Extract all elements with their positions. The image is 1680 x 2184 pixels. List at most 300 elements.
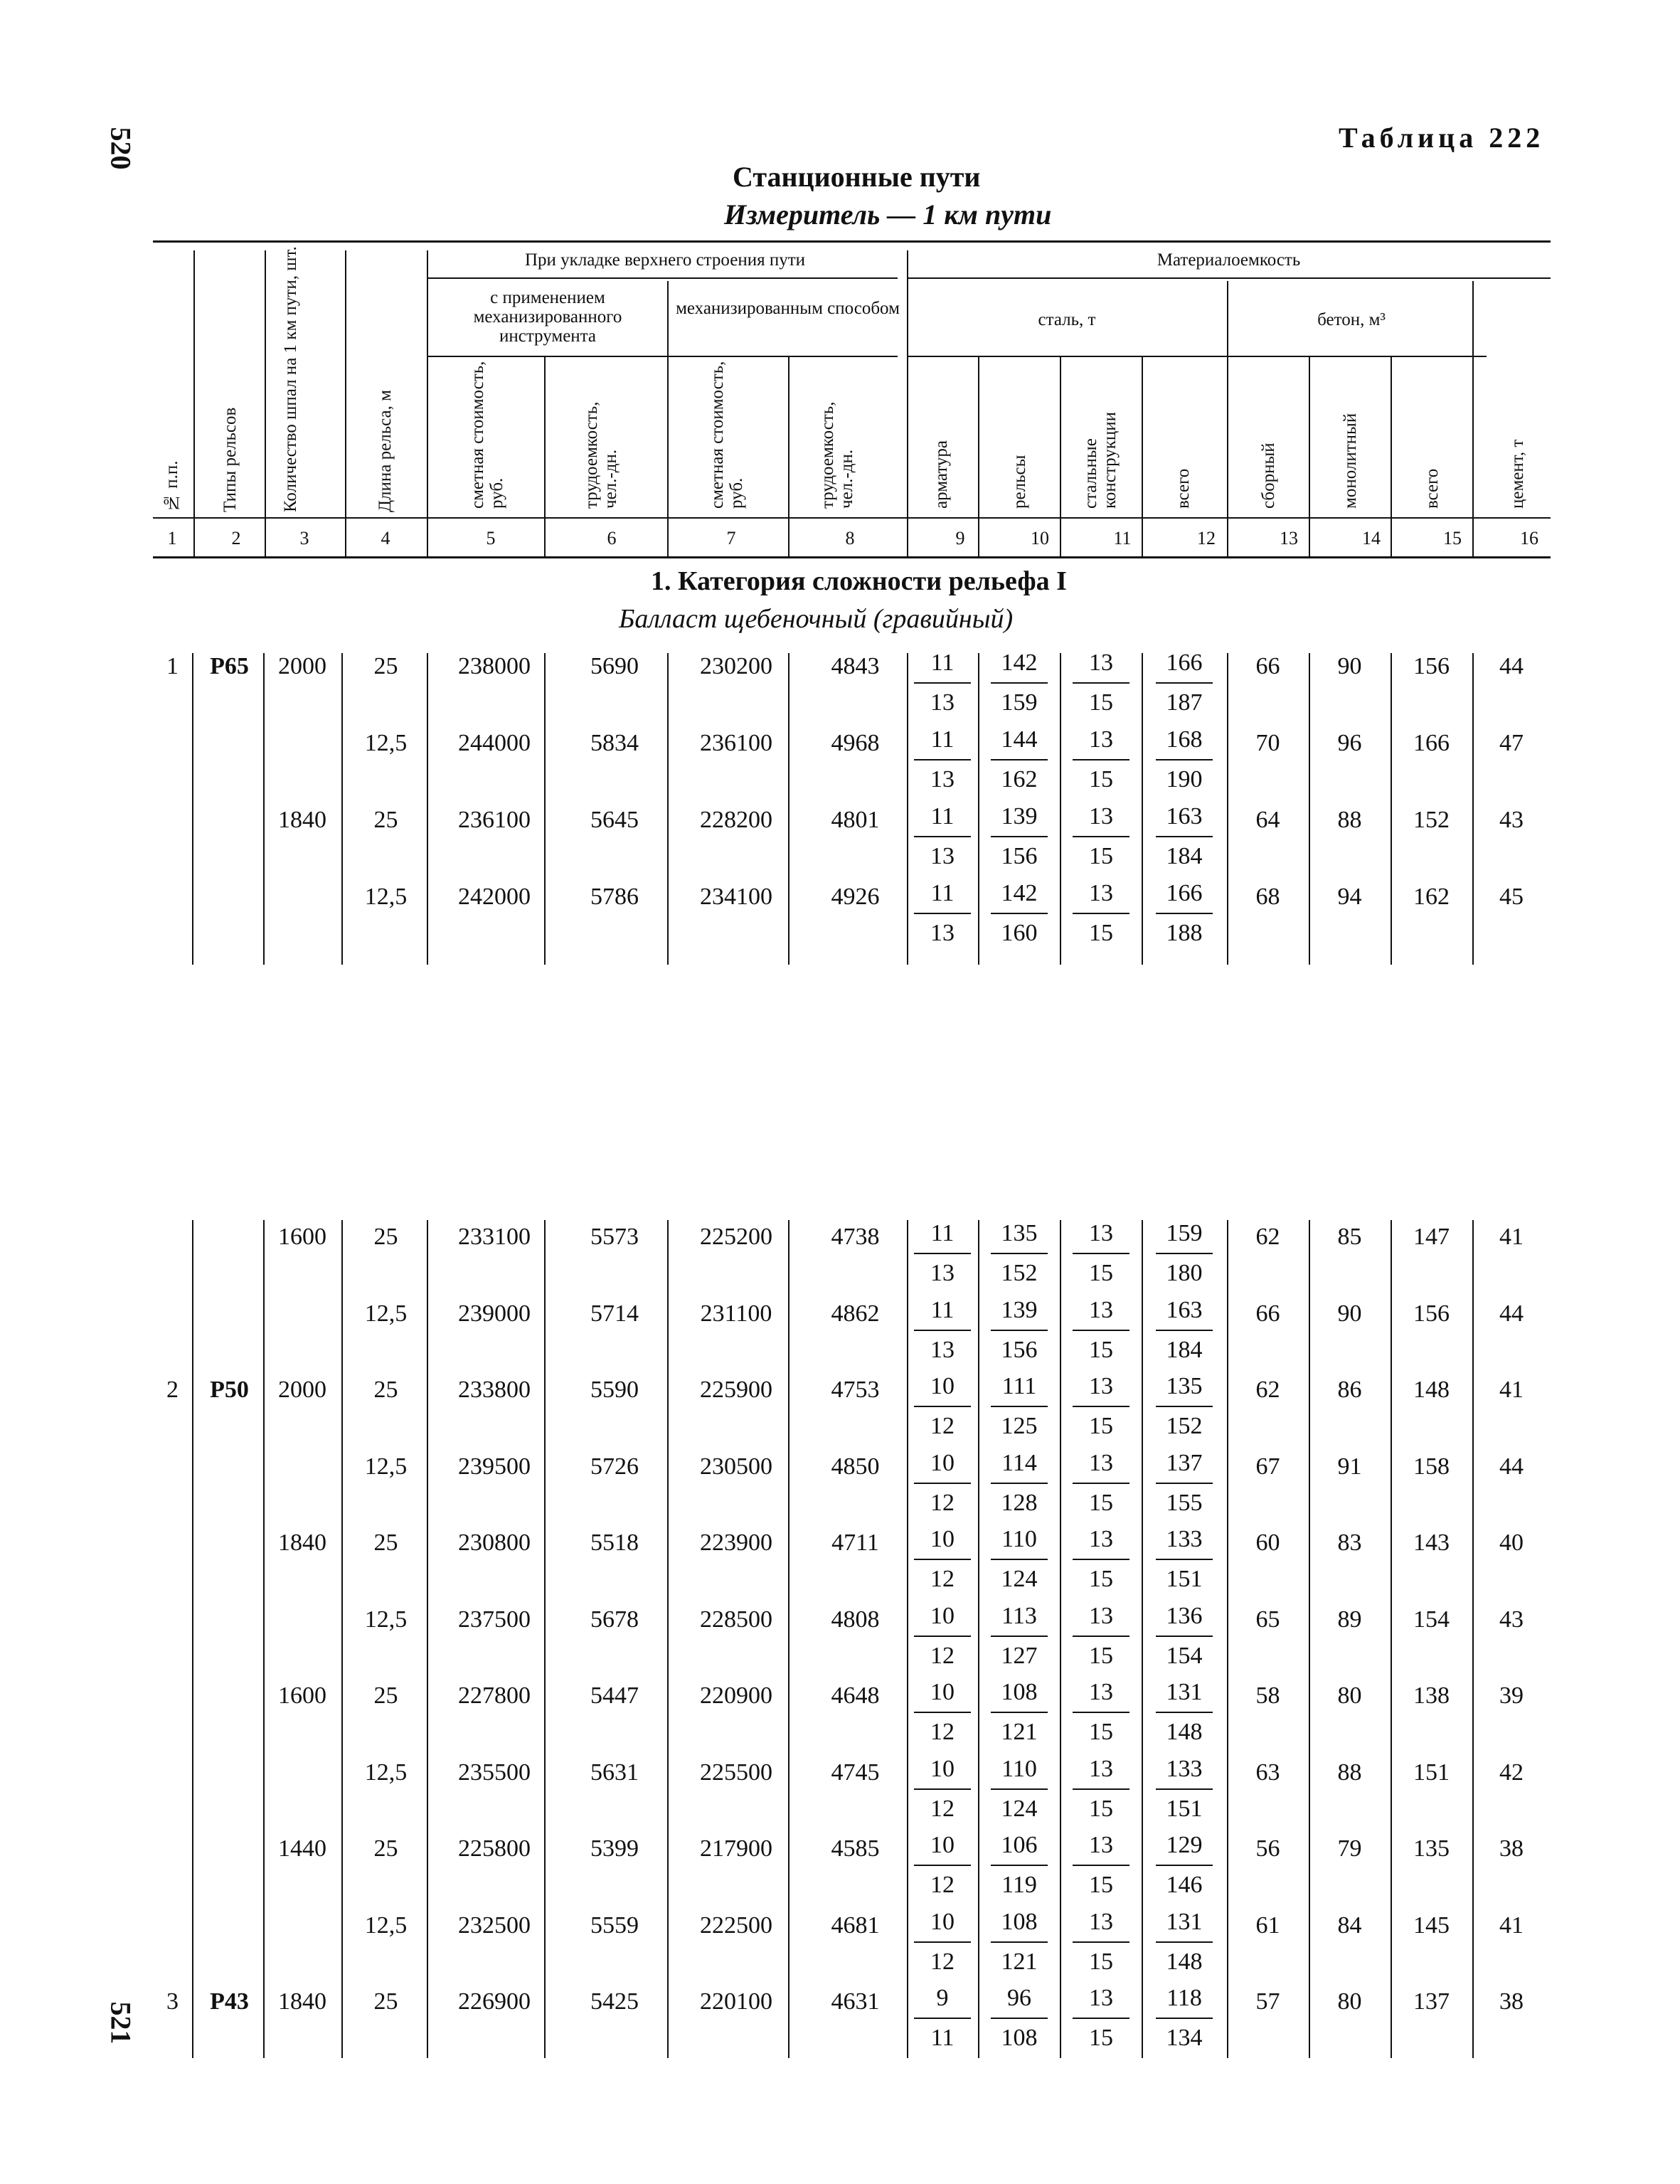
fraction-a12 [1156, 726, 1213, 793]
fraction-numerator: 10 [914, 1756, 971, 1790]
fraction-a11 [1073, 1985, 1129, 2052]
fraction-denominator: 162 [1001, 766, 1038, 793]
fraction-a11 [1073, 1679, 1129, 1746]
fraction-denominator: 15 [1089, 920, 1113, 946]
fraction-a10 [991, 726, 1048, 793]
fraction-a12 [1156, 1832, 1213, 1899]
fraction-denominator: 156 [1001, 1336, 1038, 1363]
fraction-numerator: 13 [1073, 650, 1129, 684]
fraction-denominator: 124 [1001, 1566, 1038, 1592]
cell-n: 2 [166, 1377, 179, 1403]
cell-sl: 1600 [278, 1224, 326, 1250]
fraction-a10 [991, 1679, 1048, 1746]
fraction-numerator: 113 [991, 1603, 1048, 1637]
header-armature: арматура [932, 440, 951, 509]
fraction-denominator: 127 [1001, 1642, 1038, 1669]
fraction-denominator: 13 [930, 1260, 955, 1286]
fraction-denominator: 12 [930, 1489, 955, 1516]
cell-c13: 66 [1255, 653, 1280, 679]
fraction-a11 [1073, 1603, 1129, 1670]
fraction-a10 [991, 803, 1048, 870]
fraction-a9 [914, 1526, 971, 1593]
col-number: 7 [726, 528, 736, 548]
cell-c7: 223900 [700, 1530, 772, 1556]
fraction-denominator: 187 [1166, 689, 1203, 716]
page-number-top: 520 [105, 127, 137, 170]
fraction-denominator: 15 [1089, 689, 1113, 716]
fraction-numerator: 96 [991, 1985, 1048, 2019]
cell-len: 12,5 [364, 884, 408, 910]
header-mech-tools: с применением механизированного инструмента [473, 288, 622, 346]
cell-c16: 38 [1499, 1835, 1524, 1862]
cell-c16: 44 [1499, 1300, 1524, 1327]
fraction-numerator: 168 [1156, 726, 1213, 760]
fraction-numerator: 13 [1073, 1832, 1129, 1866]
cell-c5: 225800 [458, 1835, 531, 1862]
fraction-a12 [1156, 1450, 1213, 1517]
cell-c16: 39 [1499, 1682, 1524, 1709]
cell-len: 25 [373, 1377, 398, 1403]
cell-c6: 5690 [590, 653, 639, 679]
fraction-a9 [914, 1832, 971, 1899]
fraction-numerator: 10 [914, 1679, 971, 1713]
cell-c13: 57 [1255, 1988, 1280, 2015]
header-labor-2: трудоемкость, чел.-дн. [818, 401, 856, 509]
cell-c8: 4968 [831, 730, 880, 756]
cell-c15: 156 [1413, 653, 1450, 679]
fraction-numerator: 166 [1156, 880, 1213, 914]
fraction-numerator: 163 [1156, 803, 1213, 837]
fraction-a9 [914, 803, 971, 870]
cell-c16: 42 [1499, 1759, 1524, 1786]
cell-c6: 5399 [590, 1835, 639, 1862]
cell-c5: 233800 [458, 1377, 531, 1403]
cell-c5: 233100 [458, 1224, 531, 1250]
cell-c5: 230800 [458, 1530, 531, 1556]
fraction-numerator: 13 [1073, 1679, 1129, 1713]
cell-c14: 80 [1337, 1988, 1362, 2015]
fraction-denominator: 160 [1001, 920, 1038, 946]
fraction-denominator: 155 [1166, 1489, 1203, 1516]
fraction-numerator: 110 [991, 1756, 1048, 1790]
fraction-numerator: 10 [914, 1526, 971, 1560]
cell-c8: 4850 [831, 1453, 880, 1480]
section-title: 1. Категория сложности рельефа I [651, 566, 1067, 596]
cell-c14: 90 [1337, 1300, 1362, 1327]
col-number: 14 [1362, 528, 1381, 548]
fraction-numerator: 9 [914, 1985, 971, 2019]
cell-c13: 60 [1255, 1530, 1280, 1556]
col-number: 12 [1197, 528, 1216, 548]
fraction-numerator: 142 [991, 880, 1048, 914]
fraction-denominator: 15 [1089, 1872, 1113, 1898]
fraction-a12 [1156, 1603, 1213, 1670]
fraction-denominator: 190 [1166, 766, 1203, 793]
fraction-numerator: 135 [991, 1220, 1048, 1254]
cell-c5: 237500 [458, 1606, 531, 1633]
cell-c8: 4681 [831, 1912, 880, 1939]
fraction-a11 [1073, 1220, 1129, 1287]
cell-len: 25 [373, 653, 398, 679]
fraction-numerator: 135 [1156, 1373, 1213, 1407]
cell-c13: 56 [1255, 1835, 1280, 1862]
cell-c13: 66 [1255, 1300, 1280, 1327]
fraction-numerator: 133 [1156, 1756, 1213, 1790]
fraction-denominator: 146 [1166, 1872, 1203, 1898]
cell-c16: 38 [1499, 1988, 1524, 2015]
cell-c6: 5559 [590, 1912, 639, 1939]
cell-c13: 62 [1255, 1224, 1280, 1250]
cell-len: 12,5 [364, 1606, 408, 1633]
cell-c6: 5714 [590, 1300, 639, 1327]
cell-c15: 152 [1413, 807, 1450, 833]
col-number: 6 [607, 528, 617, 548]
fraction-a11 [1073, 650, 1129, 716]
fraction-a10 [991, 650, 1048, 716]
fraction-a11 [1073, 1297, 1129, 1364]
cell-c16: 44 [1499, 653, 1524, 679]
cell-c8: 4745 [831, 1759, 880, 1786]
cell-c13: 62 [1255, 1377, 1280, 1403]
cell-c8: 4753 [831, 1377, 880, 1403]
cell-c5: 232500 [458, 1912, 531, 1939]
table-heading: Станционные пути [733, 161, 981, 193]
fraction-numerator: 13 [1073, 1603, 1129, 1637]
cell-c5: 244000 [458, 730, 531, 756]
cell-c8: 4585 [831, 1835, 880, 1862]
fraction-a10 [991, 880, 1048, 947]
fraction-denominator: 180 [1166, 1260, 1203, 1286]
cell-c14: 83 [1337, 1530, 1362, 1556]
cell-c15: 162 [1413, 884, 1450, 910]
fraction-a12 [1156, 803, 1213, 870]
col-number: 9 [955, 528, 965, 548]
cell-c6: 5425 [590, 1988, 639, 2015]
fraction-a12 [1156, 1909, 1213, 1976]
cell-n: 1 [166, 653, 179, 679]
col-number: 13 [1280, 528, 1298, 548]
fraction-a12 [1156, 1220, 1213, 1287]
cell-c14: 96 [1337, 730, 1362, 756]
cell-sl: 1440 [278, 1835, 326, 1862]
cell-c6: 5590 [590, 1377, 639, 1403]
fraction-a11 [1073, 803, 1129, 870]
fraction-numerator: 11 [914, 650, 971, 684]
cell-c7: 220900 [700, 1682, 772, 1709]
cell-c15: 137 [1413, 1988, 1450, 2015]
cell-c16: 41 [1499, 1377, 1524, 1403]
fraction-denominator: 152 [1166, 1413, 1203, 1439]
cell-c15: 147 [1413, 1224, 1450, 1250]
fraction-a12 [1156, 1526, 1213, 1593]
cell-c15: 138 [1413, 1682, 1450, 1709]
fraction-numerator: 144 [991, 726, 1048, 760]
cell-c7: 230200 [700, 653, 772, 679]
cell-sl: 1600 [278, 1682, 326, 1709]
fraction-a11 [1073, 1450, 1129, 1517]
fraction-numerator: 139 [991, 1297, 1048, 1331]
cell-c15: 148 [1413, 1377, 1450, 1403]
cell-c6: 5631 [590, 1759, 639, 1786]
fraction-a11 [1073, 726, 1129, 793]
section-subtitle: Балласт щебеночный (гравийный) [619, 604, 1014, 634]
header-cost-2: сметная стоимость, руб. [708, 361, 746, 509]
cell-c7: 231100 [700, 1300, 772, 1327]
cell-c16: 43 [1499, 1606, 1524, 1633]
fraction-numerator: 159 [1156, 1220, 1213, 1254]
cell-c8: 4738 [831, 1224, 880, 1250]
fraction-a11 [1073, 1832, 1129, 1899]
col-number: 2 [231, 528, 241, 548]
fraction-numerator: 108 [991, 1679, 1048, 1713]
cell-len: 25 [373, 1530, 398, 1556]
cell-c6: 5645 [590, 807, 639, 833]
fraction-a9 [914, 1679, 971, 1746]
cell-type: Р43 [210, 1988, 249, 2015]
cell-len: 25 [373, 1988, 398, 2015]
fraction-numerator: 13 [1073, 726, 1129, 760]
col-number: 5 [486, 528, 496, 548]
cell-c15: 154 [1413, 1606, 1450, 1633]
fraction-denominator: 11 [930, 2025, 955, 2051]
cell-c14: 85 [1337, 1224, 1362, 1250]
fraction-numerator: 13 [1073, 1373, 1129, 1407]
fraction-a9 [914, 1373, 971, 1440]
cell-c6: 5834 [590, 730, 639, 756]
cell-c16: 45 [1499, 884, 1524, 910]
fraction-a10 [991, 1373, 1048, 1440]
fraction-a12 [1156, 1297, 1213, 1364]
cell-c5: 238000 [458, 653, 531, 679]
header-cement: цемент, т [1508, 439, 1527, 509]
header-steel: сталь, т [1038, 310, 1096, 329]
cell-c15: 156 [1413, 1300, 1450, 1327]
fraction-denominator: 154 [1166, 1642, 1203, 1669]
col-number: 8 [845, 528, 855, 548]
measure-unit: Измеритель — 1 км пути [724, 198, 1052, 230]
cell-sl: 2000 [278, 1377, 326, 1403]
fraction-denominator: 12 [930, 1642, 955, 1669]
header-material: Материалоемкость [1157, 250, 1301, 270]
fraction-numerator: 11 [914, 880, 971, 914]
cell-c7: 217900 [700, 1835, 772, 1862]
fraction-numerator: 10 [914, 1909, 971, 1943]
fraction-denominator: 15 [1089, 843, 1113, 869]
fraction-a9 [914, 880, 971, 947]
header-cost-1: сметная стоимость, руб. [468, 361, 506, 509]
fraction-a11 [1073, 1373, 1129, 1440]
cell-c7: 230500 [700, 1453, 772, 1480]
header-precast: сборный [1259, 442, 1278, 509]
cell-c5: 242000 [458, 884, 531, 910]
cell-c8: 4711 [831, 1530, 879, 1556]
fraction-a9 [914, 1603, 971, 1670]
cell-c5: 239000 [458, 1300, 531, 1327]
fraction-a10 [991, 1756, 1048, 1823]
cell-c6: 5447 [590, 1682, 639, 1709]
fraction-numerator: 114 [991, 1450, 1048, 1484]
fraction-numerator: 13 [1073, 880, 1129, 914]
fraction-denominator: 184 [1166, 843, 1203, 869]
cell-c14: 88 [1337, 1759, 1362, 1786]
fraction-numerator: 11 [914, 1297, 971, 1331]
fraction-denominator: 15 [1089, 1566, 1113, 1592]
fraction-numerator: 13 [1073, 1909, 1129, 1943]
col-number: 1 [167, 528, 177, 548]
cell-c15: 158 [1413, 1453, 1450, 1480]
header-sleepers: Количество шпал на 1 км пути, шт. [281, 246, 300, 512]
cell-c8: 4862 [831, 1300, 880, 1327]
fraction-denominator: 152 [1001, 1260, 1038, 1286]
fraction-a12 [1156, 1679, 1213, 1746]
cell-c5: 227800 [458, 1682, 531, 1709]
cell-c15: 143 [1413, 1530, 1450, 1556]
cell-len: 12,5 [364, 1300, 408, 1327]
fraction-numerator: 13 [1073, 1526, 1129, 1560]
fraction-numerator: 131 [1156, 1679, 1213, 1713]
cell-c14: 86 [1337, 1377, 1362, 1403]
fraction-a12 [1156, 1373, 1213, 1440]
fraction-numerator: 13 [1073, 1220, 1129, 1254]
fraction-numerator: 163 [1156, 1297, 1213, 1331]
cell-c16: 41 [1499, 1912, 1524, 1939]
cell-c8: 4843 [831, 653, 880, 679]
col-number: 16 [1520, 528, 1538, 548]
header-steel-total: всего [1174, 468, 1193, 509]
cell-c14: 90 [1337, 653, 1362, 679]
fraction-denominator: 12 [930, 1948, 955, 1975]
fraction-denominator: 15 [1089, 1260, 1113, 1286]
fraction-numerator: 11 [914, 726, 971, 760]
fraction-denominator: 121 [1001, 1948, 1038, 1975]
fraction-denominator: 13 [930, 689, 955, 716]
cell-c14: 80 [1337, 1682, 1362, 1709]
cell-c15: 145 [1413, 1912, 1450, 1939]
fraction-a10 [991, 1450, 1048, 1517]
cell-sl: 1840 [278, 1988, 326, 2015]
cell-c14: 94 [1337, 884, 1362, 910]
cell-c8: 4801 [831, 807, 880, 833]
fraction-denominator: 134 [1166, 2025, 1203, 2051]
fraction-denominator: 12 [930, 1795, 955, 1822]
cell-c14: 91 [1337, 1453, 1362, 1480]
cell-c7: 225900 [700, 1377, 772, 1403]
fraction-numerator: 136 [1156, 1603, 1213, 1637]
cell-c13: 63 [1255, 1759, 1280, 1786]
fraction-a12 [1156, 1756, 1213, 1823]
fraction-a10 [991, 1526, 1048, 1593]
cell-c6: 5573 [590, 1224, 639, 1250]
cell-type: Р50 [210, 1377, 249, 1403]
cell-c16: 43 [1499, 807, 1524, 833]
cell-c6: 5518 [590, 1530, 639, 1556]
fraction-numerator: 139 [991, 803, 1048, 837]
fraction-a10 [991, 1909, 1048, 1976]
cell-c14: 79 [1337, 1835, 1362, 1862]
cell-c7: 220100 [700, 1988, 772, 2015]
cell-c13: 64 [1255, 807, 1280, 833]
fraction-denominator: 15 [1089, 1642, 1113, 1669]
cell-len: 25 [373, 1835, 398, 1862]
header-concrete: бетон, м³ [1317, 310, 1386, 329]
cell-c13: 61 [1255, 1912, 1280, 1939]
cell-sl: 1840 [278, 807, 326, 833]
header-rail-type: Типы рельсов [220, 407, 240, 512]
fraction-denominator: 108 [1001, 2025, 1038, 2051]
cell-len: 12,5 [364, 1759, 408, 1786]
cell-c16: 47 [1499, 730, 1524, 756]
fraction-numerator: 10 [914, 1603, 971, 1637]
header-labor-1: трудоемкость, чел.-дн. [582, 401, 620, 509]
fraction-denominator: 15 [1089, 1948, 1113, 1975]
fraction-denominator: 15 [1089, 1795, 1113, 1822]
cell-c15: 166 [1413, 730, 1450, 756]
fraction-denominator: 125 [1001, 1413, 1038, 1439]
header-laying: При укладке верхнего строения пути [524, 250, 806, 270]
fraction-a9 [914, 726, 971, 793]
fraction-a12 [1156, 880, 1213, 947]
cell-len: 12,5 [364, 1912, 408, 1939]
cell-c6: 5678 [590, 1606, 639, 1633]
cell-c5: 236100 [458, 807, 531, 833]
fraction-numerator: 10 [914, 1450, 971, 1484]
cell-c14: 89 [1337, 1606, 1362, 1633]
cell-c7: 236100 [700, 730, 772, 756]
col-number: 10 [1031, 528, 1049, 548]
fraction-numerator: 137 [1156, 1450, 1213, 1484]
col-number: 15 [1443, 528, 1462, 548]
cell-c14: 84 [1337, 1912, 1362, 1939]
fraction-denominator: 148 [1166, 1719, 1203, 1745]
fraction-numerator: 131 [1156, 1909, 1213, 1943]
header-steel-struct: стальные конструкции [1081, 411, 1120, 509]
fraction-numerator: 10 [914, 1832, 971, 1866]
fraction-denominator: 12 [930, 1566, 955, 1592]
cell-c8: 4631 [831, 1988, 880, 2015]
fraction-numerator: 110 [991, 1526, 1048, 1560]
fraction-denominator: 151 [1166, 1795, 1203, 1822]
fraction-denominator: 184 [1166, 1336, 1203, 1363]
fraction-denominator: 13 [930, 766, 955, 793]
fraction-numerator: 142 [991, 650, 1048, 684]
cell-c14: 88 [1337, 807, 1362, 833]
fraction-numerator: 106 [991, 1832, 1048, 1866]
cell-c13: 65 [1255, 1606, 1280, 1633]
page-number-bottom: 521 [105, 2001, 137, 2045]
cell-c7: 234100 [700, 884, 772, 910]
fraction-denominator: 124 [1001, 1795, 1038, 1822]
fraction-denominator: 188 [1166, 920, 1203, 946]
cell-c16: 40 [1499, 1530, 1524, 1556]
fraction-numerator: 118 [1156, 1985, 1213, 2019]
fraction-denominator: 12 [930, 1413, 955, 1439]
header-monolithic: монолитный [1341, 413, 1360, 509]
fraction-numerator: 13 [1073, 803, 1129, 837]
fraction-numerator: 166 [1156, 650, 1213, 684]
cell-type: Р65 [210, 653, 249, 679]
header-rails: рельсы [1010, 455, 1029, 509]
cell-c13: 68 [1255, 884, 1280, 910]
fraction-a9 [914, 1220, 971, 1287]
fraction-a11 [1073, 1756, 1129, 1823]
fraction-a9 [914, 1985, 971, 2052]
header-mechanized: механизированным способом [676, 299, 900, 318]
cell-c13: 67 [1255, 1453, 1280, 1480]
cell-c5: 226900 [458, 1988, 531, 2015]
cell-sl: 2000 [278, 653, 326, 679]
cell-c7: 225200 [700, 1224, 772, 1250]
fraction-a10 [991, 1297, 1048, 1364]
